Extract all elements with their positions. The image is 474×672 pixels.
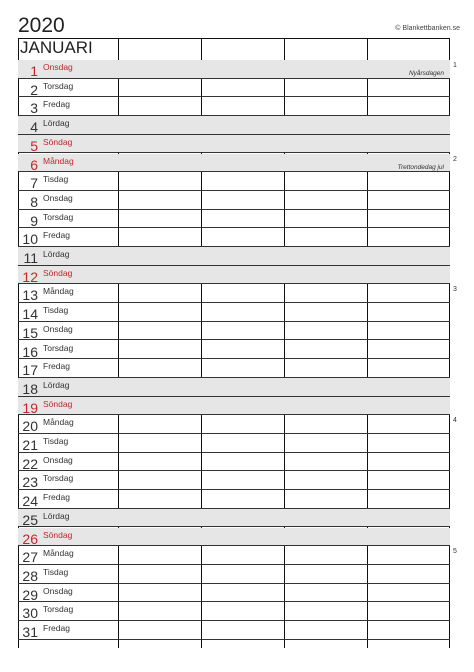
day-row bbox=[18, 341, 450, 360]
weekday-name: Onsdag bbox=[43, 192, 73, 203]
day-number: 8 bbox=[30, 193, 38, 210]
weekday-name: Onsdag bbox=[43, 323, 73, 334]
day-row bbox=[18, 247, 450, 266]
weekday-name: Onsdag bbox=[43, 62, 73, 72]
day-row bbox=[18, 565, 450, 584]
day-row bbox=[18, 322, 450, 341]
day-number: 18 bbox=[22, 380, 38, 397]
weekday-name: Fredag bbox=[43, 492, 70, 503]
day-number: 16 bbox=[22, 343, 38, 360]
day-row bbox=[18, 116, 450, 135]
day-row bbox=[18, 79, 450, 98]
weekday-name: Lördag bbox=[43, 249, 70, 259]
holiday-note: Trettondedag jul bbox=[397, 163, 444, 171]
weekday-name: Torsdag bbox=[43, 342, 74, 353]
day-row bbox=[18, 154, 450, 173]
day-row bbox=[18, 471, 450, 490]
day-row bbox=[18, 228, 450, 247]
day-number: 12 bbox=[22, 268, 38, 285]
day-number: 3 bbox=[30, 100, 38, 117]
weekday-name: Måndag bbox=[43, 155, 74, 166]
weekday-name: Tisdag bbox=[43, 566, 69, 577]
weekday-name: Torsdag bbox=[43, 211, 74, 222]
day-number: 31 bbox=[22, 624, 38, 640]
day-row bbox=[18, 284, 450, 303]
week-number: 1 bbox=[453, 62, 457, 69]
day-row bbox=[18, 602, 450, 621]
day-rows bbox=[18, 60, 450, 648]
day-row bbox=[18, 191, 450, 210]
week-number: 5 bbox=[453, 548, 457, 556]
day-row bbox=[18, 584, 450, 603]
day-row bbox=[18, 60, 450, 79]
day-number: 23 bbox=[22, 474, 38, 491]
day-number: 29 bbox=[22, 586, 38, 603]
holiday-note: Nyårsdagen bbox=[408, 70, 444, 77]
day-row bbox=[18, 378, 450, 397]
week-number: 4 bbox=[453, 417, 457, 425]
weekday-name: Söndag bbox=[43, 529, 73, 540]
weekday-name: Söndag bbox=[43, 136, 73, 147]
weekday-name: Fredag bbox=[43, 623, 70, 633]
weekday-name: Söndag bbox=[43, 267, 73, 278]
day-row bbox=[18, 135, 450, 154]
day-number: 10 bbox=[22, 231, 38, 248]
weekday-name: Måndag bbox=[43, 548, 74, 559]
weekday-name: Lördag bbox=[43, 118, 70, 129]
weekday-name: Lördag bbox=[43, 510, 70, 521]
copyright-label: © Blankettbanken.se bbox=[395, 25, 460, 32]
day-number: 9 bbox=[30, 212, 38, 229]
weekday-name: Torsdag bbox=[43, 604, 74, 615]
weekday-name: Torsdag bbox=[43, 473, 74, 484]
day-row bbox=[18, 546, 450, 565]
weekday-name: Torsdag bbox=[43, 80, 74, 91]
day-number: 1 bbox=[30, 63, 38, 79]
calendar-grid bbox=[18, 38, 450, 648]
weekday-name: Söndag bbox=[43, 398, 73, 409]
weekday-name: Onsdag bbox=[43, 454, 73, 465]
day-row bbox=[18, 453, 450, 472]
day-row bbox=[18, 490, 450, 509]
day-number: 2 bbox=[30, 81, 38, 98]
day-number: 28 bbox=[22, 567, 38, 584]
week-number: 2 bbox=[453, 155, 457, 163]
day-number: 11 bbox=[23, 250, 38, 266]
day-number: 13 bbox=[22, 287, 38, 304]
day-row bbox=[18, 359, 450, 378]
day-row bbox=[18, 303, 450, 322]
day-number: 17 bbox=[22, 362, 38, 379]
day-number: 21 bbox=[22, 437, 38, 453]
day-number: 25 bbox=[22, 511, 38, 528]
weekday-name: Måndag bbox=[43, 286, 74, 297]
day-number: 19 bbox=[22, 399, 38, 416]
day-number: 15 bbox=[22, 324, 38, 341]
weekday-name: Tisdag bbox=[43, 174, 69, 185]
year-label: 2020 bbox=[18, 14, 65, 37]
day-number: 20 bbox=[22, 418, 38, 435]
day-row bbox=[18, 434, 450, 453]
day-row bbox=[18, 210, 450, 229]
weekday-name: Lördag bbox=[43, 379, 70, 390]
day-row bbox=[18, 415, 450, 434]
day-row bbox=[18, 266, 450, 285]
weekday-name: Fredag bbox=[43, 361, 70, 372]
day-row bbox=[18, 509, 450, 528]
day-number: 22 bbox=[22, 455, 38, 472]
day-number: 26 bbox=[22, 530, 38, 547]
weekday-name: Onsdag bbox=[43, 585, 73, 596]
weekday-name: Tisdag bbox=[43, 305, 69, 316]
day-number: 14 bbox=[22, 306, 38, 323]
weekday-name: Tisdag bbox=[43, 436, 69, 446]
day-row bbox=[18, 528, 450, 547]
day-number: 30 bbox=[22, 605, 38, 622]
weekday-name: Måndag bbox=[43, 417, 74, 428]
day-number: 24 bbox=[22, 493, 38, 510]
day-number: 4 bbox=[30, 119, 38, 136]
weekday-name: Fredag bbox=[43, 230, 70, 241]
day-number: 6 bbox=[30, 156, 38, 173]
day-row bbox=[18, 621, 450, 640]
weekday-name: Fredag bbox=[43, 99, 70, 110]
week-number: 3 bbox=[453, 286, 457, 294]
day-row bbox=[18, 397, 450, 416]
day-number: 5 bbox=[30, 137, 38, 154]
day-number: 27 bbox=[22, 549, 38, 566]
day-row bbox=[18, 97, 450, 116]
month-title: JANUARI bbox=[20, 38, 93, 57]
day-row bbox=[18, 172, 450, 191]
day-number: 7 bbox=[30, 175, 38, 192]
